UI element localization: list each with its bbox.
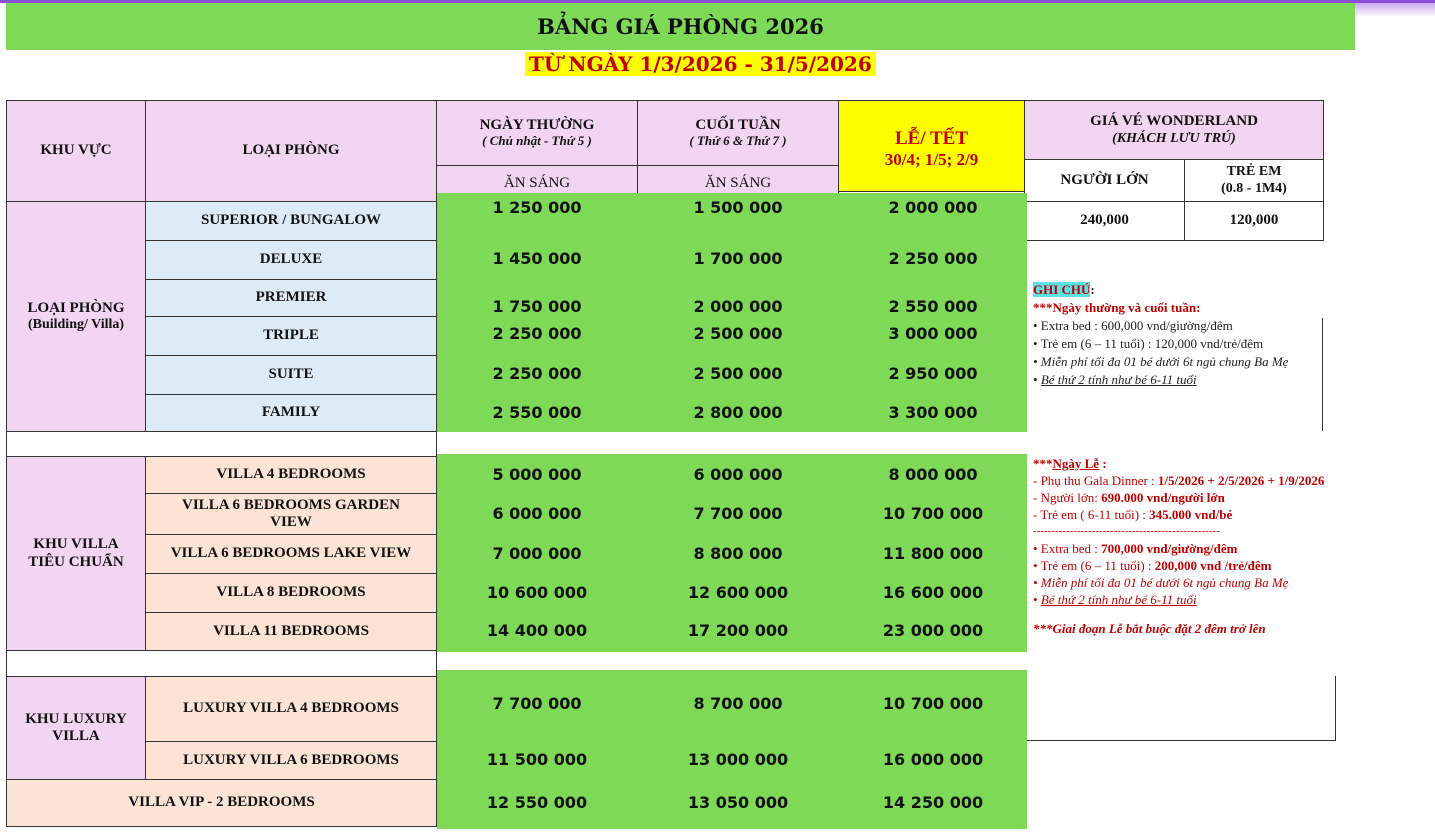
wonderland-child-price: 120,000 (1184, 201, 1324, 241)
room-name: PREMIER (145, 279, 437, 317)
price-holiday: 3 000 000 (888, 323, 978, 343)
room-name: VILLA 6 BEDROOMS GARDEN VIEW (145, 493, 437, 535)
zone-luxury-villa (6, 676, 146, 780)
note-label: - Phụ thu Gala Dinner : (1033, 473, 1158, 488)
note-line: ***Giai đoạn Lễ bắt buộc đặt 2 đêm trở lên (1033, 621, 1266, 636)
price-holiday: 11 800 000 (882, 543, 984, 563)
notes-weekday (1033, 281, 1323, 389)
zone-luxury-villa-line1: KHU LUXURY (25, 710, 127, 727)
price-weekend: 1 700 000 (693, 249, 783, 269)
note-line: Bé thứ 2 tính như bé 6-11 tuổi (1040, 592, 1197, 607)
room-name: LUXURY VILLA 4 BEDROOMS (145, 676, 437, 742)
zone-luxury-villa-line2: VILLA (52, 728, 100, 744)
room-name: DELUXE (145, 240, 437, 280)
price-holiday: 10 700 000 (882, 693, 984, 713)
note-label: • Trẻ em (6 – 11 tuổi) : (1033, 558, 1155, 573)
header-cuoi-tuan (637, 100, 839, 166)
notes-holiday-heading: Ngày Lễ (1052, 456, 1100, 471)
header-le-tet-label: LỄ/ TẾT (894, 128, 969, 150)
price-holiday: 16 000 000 (882, 750, 984, 770)
header-khu-vuc: KHU VỰC (6, 100, 146, 202)
price-holiday: 8 000 000 (888, 464, 978, 484)
date-range-subtitle: TỪ NGÀY 1/3/2026 - 31/5/2026 (525, 52, 876, 76)
header-tre-em (1184, 159, 1324, 202)
price-weekend: 1 500 000 (693, 197, 783, 217)
top-accent-fade (1355, 3, 1435, 17)
header-ngay-thuong (436, 100, 638, 166)
header-tre-em-sub: (0.8 - 1M4) (1221, 180, 1287, 196)
price-weekend: 13 000 000 (687, 750, 789, 770)
header-nguoi-lon: NGƯỜI LỚN (1024, 159, 1185, 202)
price-weekday: 2 250 000 (492, 323, 582, 343)
price-weekday: 7 000 000 (492, 543, 582, 563)
notes-border (1335, 676, 1336, 740)
page-title: BẢNG GIÁ PHÒNG 2026 (6, 3, 1355, 50)
note-value: 345.000 vnd/bé (1149, 507, 1233, 522)
note-label: - Trẻ em ( 6-11 tuổi) : (1033, 507, 1150, 522)
notes-title-colon: : (1090, 282, 1095, 297)
note-line: • Extra bed : 600,000 vnd/giường/đêm (1033, 318, 1233, 333)
note-value: 1/5/2026 + 2/5/2026 + 1/9/2026 (1157, 473, 1325, 488)
header-an-sang-weekend: ĂN SÁNG (637, 165, 839, 202)
section-separator (6, 431, 437, 457)
price-weekend: 6 000 000 (693, 464, 783, 484)
price-weekday: 1 750 000 (492, 296, 582, 316)
room-name: VILLA VIP - 2 BEDROOMS (6, 779, 437, 827)
notes-border (1322, 318, 1323, 431)
price-holiday: 2 250 000 (888, 249, 978, 269)
section-separator (6, 650, 437, 677)
price-weekend: 13 050 000 (687, 792, 789, 812)
header-cuoi-tuan-sub: ( Thứ 6 & Thứ 7 ) (689, 133, 787, 149)
price-weekday: 6 000 000 (492, 503, 582, 523)
price-weekday: 1 250 000 (492, 197, 582, 217)
note-value: 690.000 vnd/người lớn (1101, 490, 1225, 505)
room-name: TRIPLE (145, 316, 437, 356)
price-weekday: 2 550 000 (492, 402, 582, 422)
zone-villa-tieu-chuan-line2: TIÊU CHUẨN (28, 553, 124, 570)
header-wonderland (1024, 100, 1324, 160)
room-name: VILLA 8 BEDROOMS (145, 573, 437, 613)
header-wonderland-sub: (KHÁCH LƯU TRÚ) (1112, 130, 1236, 146)
price-weekend: 12 600 000 (687, 582, 789, 602)
price-weekday: 14 400 000 (486, 621, 588, 641)
wonderland-adult-price: 240,000 (1024, 201, 1185, 241)
header-le-tet (838, 100, 1025, 192)
note-line: • Miễn phí tối đa 01 bé dưới 6t ngủ chung Ba Mẹ (1033, 354, 1289, 369)
price-holiday: 10 700 000 (882, 503, 984, 523)
price-weekday: 5 000 000 (492, 464, 582, 484)
price-weekend: 2 800 000 (693, 402, 783, 422)
price-weekday: 11 500 000 (486, 750, 588, 770)
price-weekend: 17 200 000 (687, 621, 789, 641)
price-weekend: 8 700 000 (693, 693, 783, 713)
price-holiday: 23 000 000 (882, 621, 984, 641)
note-value: 700,000 vnd/giường/đêm (1101, 541, 1238, 556)
zone-loai-phong-sub: (Building/ Villa) (27, 317, 125, 333)
header-wonderland-label: GIÁ VÉ WONDERLAND (1090, 113, 1258, 130)
price-holiday: 14 250 000 (882, 792, 984, 812)
header-le-tet-dates: 30/4; 1/5; 2/9 (884, 150, 979, 170)
room-name: VILLA 6 BEDROOMS LAKE VIEW (145, 534, 437, 574)
price-weekday: 2 250 000 (492, 364, 582, 384)
price-holiday: 16 600 000 (882, 582, 984, 602)
price-weekend: 7 700 000 (693, 503, 783, 523)
price-weekend: 2 000 000 (693, 296, 783, 316)
price-holiday: 2 950 000 (888, 364, 978, 384)
price-holiday: 2 000 000 (888, 197, 978, 217)
note-bullet: • (1033, 592, 1041, 607)
note-line: • Trẻ em (6 – 11 tuổi) : 120,000 vnd/trẻ/đêm (1033, 336, 1264, 351)
header-cuoi-tuan-label: CUỐI TUẦN (695, 116, 781, 133)
price-weekend: 2 500 000 (693, 323, 783, 343)
notes-border (1027, 740, 1336, 741)
header-an-sang-weekday: ĂN SÁNG (436, 165, 638, 202)
price-weekday: 10 600 000 (486, 582, 588, 602)
zone-villa-tieu-chuan-line1: KHU VILLA (33, 536, 119, 553)
header-tre-em-label: TRẺ EM (1226, 164, 1282, 180)
price-weekday: 7 700 000 (492, 693, 582, 713)
price-weekday: 12 550 000 (486, 792, 588, 812)
price-weekend: 2 500 000 (693, 364, 783, 384)
note-label: • Extra bed : (1033, 541, 1102, 556)
note-separator: --------------------------------------------------- (1033, 525, 1220, 537)
notes-holiday-suffix: : (1099, 456, 1107, 471)
zone-loai-phong (6, 201, 146, 432)
room-name: FAMILY (145, 394, 437, 432)
price-holiday: 2 550 000 (888, 296, 978, 316)
room-name: VILLA 11 BEDROOMS (145, 612, 437, 651)
room-name: VILLA 4 BEDROOMS (145, 456, 437, 494)
notes-holiday (1033, 455, 1333, 637)
note-line: Bé thứ 2 tính như bé 6-11 tuổi (1040, 372, 1197, 387)
zone-loai-phong-label: LOẠI PHÒNG (27, 299, 125, 316)
notes-title: GHI CHÚ (1033, 282, 1091, 297)
note-label: - Người lớn: (1033, 490, 1102, 505)
room-name: SUPERIOR / BUNGALOW (145, 201, 437, 241)
header-loai-phong: LOẠI PHÒNG (145, 100, 437, 202)
room-name: SUITE (145, 355, 437, 395)
notes-weekday-heading: ***Ngày thường và cuối tuần: (1033, 300, 1201, 315)
room-name: LUXURY VILLA 6 BEDROOMS (145, 741, 437, 780)
note-bullet: • (1033, 372, 1041, 387)
price-weekend: 8 800 000 (693, 543, 783, 563)
note-line: • Miễn phí tối đa 01 bé dưới 6t ngủ chung Ba Mẹ (1033, 575, 1289, 590)
zone-villa-tieu-chuan (6, 456, 146, 651)
header-ngay-thuong-sub: ( Chủ nhật - Thứ 5 ) (482, 133, 592, 149)
price-holiday: 3 300 000 (888, 402, 978, 422)
notes-holiday-prefix: *** (1033, 456, 1053, 471)
header-ngay-thuong-label: NGÀY THƯỜNG (479, 116, 595, 133)
note-value: 200,000 vnd /trẻ/đêm (1154, 558, 1272, 573)
price-weekday: 1 450 000 (492, 249, 582, 269)
